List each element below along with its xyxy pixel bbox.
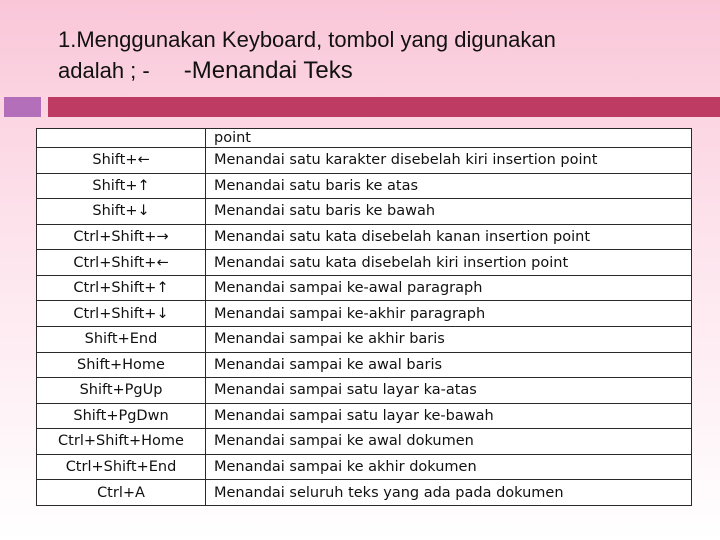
shortcut-key-cell: Shift+PgDwn xyxy=(37,403,206,429)
shortcut-table-container xyxy=(36,128,692,506)
shortcut-desc-cell: Menandai satu baris ke bawah xyxy=(206,199,692,225)
shortcut-desc-cell: Menandai sampai ke awal dokumen xyxy=(206,429,692,455)
shortcut-key-cell: Shift+← xyxy=(37,148,206,174)
shortcut-key-cell: Ctrl+Shift+↑ xyxy=(37,275,206,301)
shortcut-desc-cell: Menandai sampai ke-awal paragraph xyxy=(206,275,692,301)
title-line-2-prefix: adalah ; - xyxy=(58,58,150,83)
shortcut-table xyxy=(36,128,692,506)
shortcut-key-cell: Ctrl+Shift+End xyxy=(37,454,206,480)
shortcut-desc-cell: Menandai sampai ke akhir baris xyxy=(206,326,692,352)
header-desc-cell: point xyxy=(206,129,692,148)
table-row xyxy=(37,326,692,352)
table-row xyxy=(37,403,692,429)
table-row xyxy=(37,224,692,250)
table-row xyxy=(37,199,692,225)
shortcut-desc-cell: Menandai satu karakter disebelah kiri insertion point xyxy=(206,148,692,174)
shortcut-key-cell: Shift+↓ xyxy=(37,199,206,225)
accent-bar xyxy=(48,97,720,117)
shortcut-key-cell: Shift+↑ xyxy=(37,173,206,199)
header-key-cell xyxy=(37,129,206,148)
accent-square xyxy=(4,97,41,117)
table-row xyxy=(37,378,692,404)
table-row xyxy=(37,275,692,301)
shortcut-table-body xyxy=(37,129,692,506)
table-row xyxy=(37,352,692,378)
shortcut-key-cell: Ctrl+Shift+↓ xyxy=(37,301,206,327)
table-row xyxy=(37,454,692,480)
slide-title xyxy=(58,24,698,86)
shortcut-key-cell: Shift+PgUp xyxy=(37,378,206,404)
shortcut-desc-cell: Menandai satu kata disebelah kiri insertion point xyxy=(206,250,692,276)
title-line-2-emphasis: -Menandai Teks xyxy=(183,57,353,84)
shortcut-desc-cell: Menandai satu baris ke atas xyxy=(206,173,692,199)
shortcut-desc-cell: Menandai seluruh teks yang ada pada dokumen xyxy=(206,480,692,506)
shortcut-key-cell: Ctrl+Shift+→ xyxy=(37,224,206,250)
shortcut-desc-cell: Menandai sampai satu layar ka-atas xyxy=(206,378,692,404)
table-header-row xyxy=(37,129,692,148)
table-row xyxy=(37,429,692,455)
shortcut-desc-cell: Menandai sampai satu layar ke-bawah xyxy=(206,403,692,429)
shortcut-key-cell: Shift+End xyxy=(37,326,206,352)
shortcut-desc-cell: Menandai sampai ke awal baris xyxy=(206,352,692,378)
shortcut-desc-cell: Menandai sampai ke akhir dokumen xyxy=(206,454,692,480)
shortcut-key-cell: Ctrl+A xyxy=(37,480,206,506)
table-row xyxy=(37,173,692,199)
table-row xyxy=(37,301,692,327)
table-row xyxy=(37,480,692,506)
shortcut-key-cell: Ctrl+Shift+← xyxy=(37,250,206,276)
title-line-1: 1.Menggunakan Keyboard, tombol yang digunakan xyxy=(58,27,556,52)
title-line-2 xyxy=(58,55,698,86)
shortcut-key-cell: Ctrl+Shift+Home xyxy=(37,429,206,455)
shortcut-desc-cell: Menandai satu kata disebelah kanan insertion point xyxy=(206,224,692,250)
shortcut-key-cell: Shift+Home xyxy=(37,352,206,378)
table-row xyxy=(37,148,692,174)
shortcut-desc-cell: Menandai sampai ke-akhir paragraph xyxy=(206,301,692,327)
table-row xyxy=(37,250,692,276)
